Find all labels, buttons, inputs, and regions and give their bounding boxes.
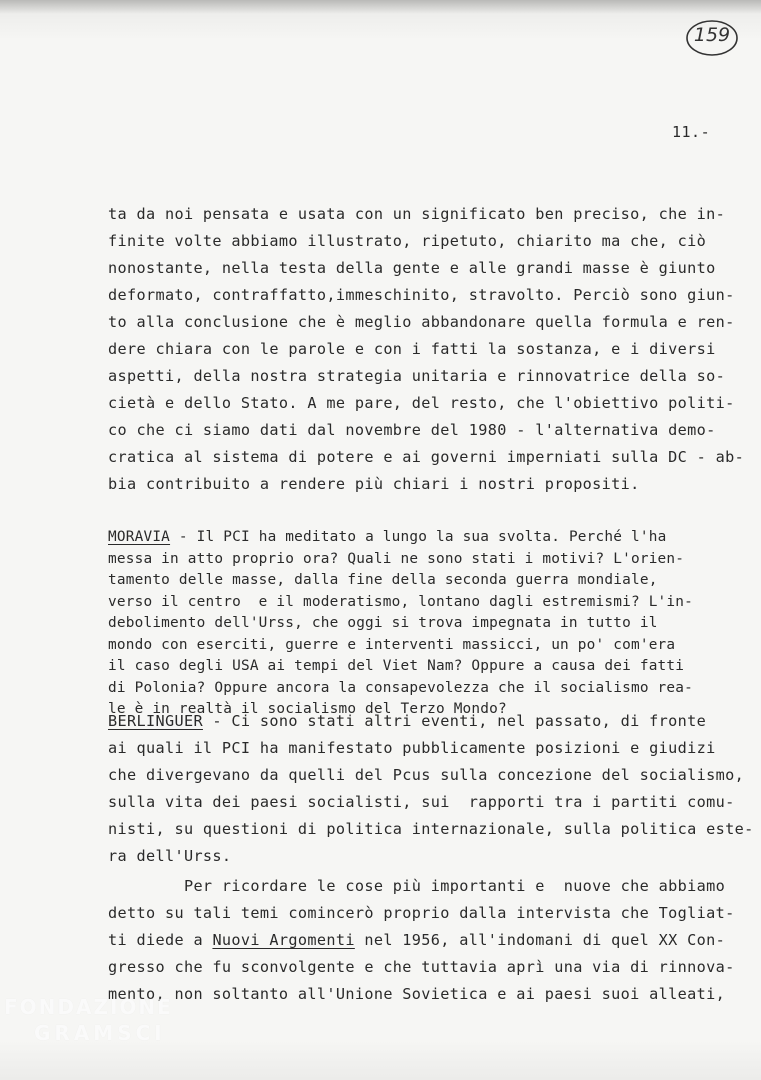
text-line: il caso degli USA ai tempi del Viet Nam? Oppure a causa dei fatti xyxy=(108,658,685,674)
text-line: debolimento dell'Urss, che oggi si trova impegnata in tutto il xyxy=(108,615,658,631)
text-line: bia contribuito a rendere più chiari i nostri propositi. xyxy=(108,475,640,493)
speaker-name: MORAVIA xyxy=(108,529,171,545)
text-line: sulla vita dei paesi socialisti, sui rapporti tra i partiti comu- xyxy=(108,793,735,811)
text-line: che divergevano da quelli del Pcus sulla concezione del socialismo, xyxy=(108,766,745,784)
text-line: nisti, su questioni di politica internazionale, sulla politica este- xyxy=(108,820,754,838)
folio-stamp xyxy=(685,18,739,58)
text-line: cratica al sistema di potere e ai governi imperniati sulla DC - ab- xyxy=(108,448,745,466)
speaker-name: BERLINGUER xyxy=(108,712,203,730)
question-moravia xyxy=(108,527,728,721)
text-line xyxy=(108,527,728,549)
publication-title: Nuovi Argomenti xyxy=(212,931,355,949)
text-line: messa in atto proprio ora? Quali ne sono stati i motivi? L'orien- xyxy=(108,550,685,567)
text-fragment: nel 1956, all'indomani di quel XX Con- xyxy=(354,931,726,949)
page-number: 11.- xyxy=(672,123,711,141)
text-line: detto su tali temi comincerò proprio dalla intervista che Togliat- xyxy=(108,904,735,922)
text-line: tamento delle masse, dalla fine della seconda guerra mondiale, xyxy=(108,572,658,588)
text-line: to alla conclusione che è meglio abbandonare quella formula e ren- xyxy=(108,313,735,331)
text-line: ra dell'Urss. xyxy=(108,847,232,865)
text-line: gresso che fu sconvolgente e che tuttavia aprì una via di rinnova- xyxy=(108,958,735,976)
scan-shadow xyxy=(0,0,761,14)
text-line: di Polonia? Oppure ancora la consapevolezza che il socialismo rea- xyxy=(108,679,694,696)
paragraph-3 xyxy=(108,873,735,1008)
text-line: aspetti, della nostra strategia unitaria e rinnovatrice della so- xyxy=(108,367,726,385)
text-line: mento, non soltanto all'Unione Sovietica e ai paesi suoi alleati, xyxy=(108,985,726,1003)
text-line: mondo con eserciti, guerre e interventi massicci, un po' com'era xyxy=(108,636,676,653)
folio-number: 159 xyxy=(693,24,731,46)
text-fragment: - Il PCI ha meditato a lungo la sua svolta. Perché l'ha xyxy=(170,529,667,545)
text-line: le è in realtà il socialismo del Terzo Mondo? xyxy=(108,701,507,717)
text-line: deformato, contraffatto,immeschinito, stravolto. Perciò sono giun- xyxy=(108,286,735,304)
text-line: ai quali il PCI ha manifestato pubblicamente posizioni e giudizi xyxy=(108,739,716,757)
text-line: finite volte abbiamo illustrato, ripetuto, chiarito ma che, ciò xyxy=(108,232,707,250)
watermark-logo xyxy=(4,995,204,1065)
watermark-line: GRAMSCI xyxy=(34,1021,166,1045)
text-line: dere chiara con le parole e con i fatti la sostanza, e i diversi xyxy=(108,340,716,358)
text-line xyxy=(108,927,728,954)
text-line xyxy=(108,708,728,735)
text-line: nonostante, nella testa della gente e alle grandi masse è giunto xyxy=(108,259,716,277)
answer-berlinguer xyxy=(108,708,754,870)
text-line: verso il centro e il moderatismo, lontano dagli estremismi? L'in- xyxy=(108,593,694,610)
text-fragment: - Ci sono stati altri eventi, nel passato, di fronte xyxy=(202,712,707,730)
text-line: co che ci siamo dati dal novembre del 1980 - l'alternativa demo- xyxy=(108,421,716,439)
watermark-line: FONDAZIONE xyxy=(4,995,173,1019)
text-fragment: ti diede a xyxy=(108,931,213,949)
text-line: cietà e dello Stato. A me pare, del resto, che l'obiettivo politi- xyxy=(108,394,735,412)
paragraph-1 xyxy=(108,201,745,498)
text-line: ta da noi pensata e usata con un significato ben preciso, che in- xyxy=(108,205,726,223)
text-line: Per ricordare le cose più importanti e nuove che abbiamo xyxy=(108,877,726,895)
